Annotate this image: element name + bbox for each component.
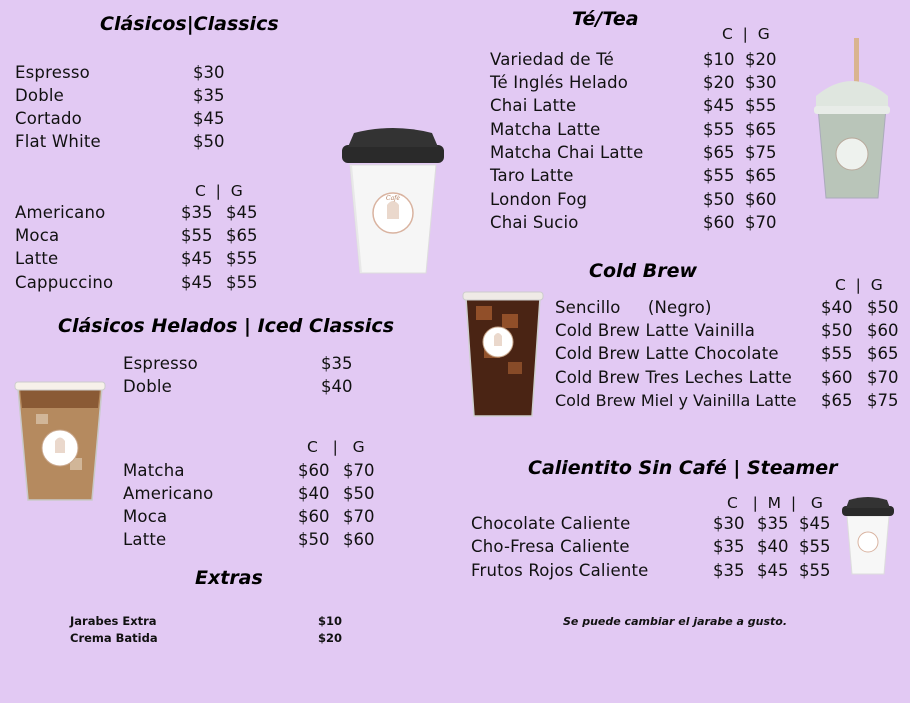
item-name: Cho-Fresa Caliente <box>471 537 630 556</box>
item-price: $40 <box>321 377 353 396</box>
item-name: Matcha Chai Latte <box>490 143 644 162</box>
item-price: $35 <box>193 86 225 105</box>
price-m: $45 <box>757 561 789 580</box>
size-header: C | G <box>307 438 365 456</box>
item-price: $30 <box>193 63 225 82</box>
item-name: Frutos Rojos Caliente <box>471 561 649 580</box>
price-g: $60 <box>745 190 777 209</box>
item-name: Cold Brew Latte Vainilla <box>555 321 756 340</box>
price-c: $30 <box>713 514 745 533</box>
iced-latte-image <box>12 378 108 506</box>
item-name: Moca <box>15 226 60 245</box>
item-name: Té Inglés Helado <box>490 73 629 92</box>
price-c: $35 <box>713 561 745 580</box>
price-g: $55 <box>226 273 258 292</box>
price-g: $55 <box>226 249 258 268</box>
price-m: $40 <box>757 537 789 556</box>
price-c: $35 <box>713 537 745 556</box>
item-name: Cold Brew Miel y Vainilla Latte <box>555 391 797 410</box>
price-g: $65 <box>745 120 777 139</box>
price-g: $75 <box>867 391 899 410</box>
item-name: Sencillo (Negro) <box>555 298 712 317</box>
price-g: $65 <box>745 166 777 185</box>
price-g: $75 <box>745 143 777 162</box>
price-c: $65 <box>703 143 735 162</box>
price-c: $55 <box>703 120 735 139</box>
price-c: $45 <box>181 273 213 292</box>
cold-brew-title: Cold Brew <box>589 260 698 282</box>
price-g: $50 <box>867 298 899 317</box>
item-name: Chai Latte <box>490 96 577 115</box>
item-name: Chai Sucio <box>490 213 579 232</box>
item-price: $35 <box>321 354 353 373</box>
price-c: $10 <box>703 50 735 69</box>
size-header: C | G <box>722 25 770 43</box>
hot-coffee-cup-image <box>338 125 448 280</box>
steamer-cup-image <box>840 496 896 578</box>
price-g: $50 <box>343 484 375 503</box>
tea-title: Té/Tea <box>572 8 639 30</box>
classics-title: Clásicos|Classics <box>100 13 279 35</box>
price-g: $70 <box>343 507 375 526</box>
item-name: Doble <box>15 86 65 105</box>
price-m: $35 <box>757 514 789 533</box>
price-g: $70 <box>867 368 899 387</box>
price-c: $45 <box>703 96 735 115</box>
item-name: Taro Latte <box>490 166 574 185</box>
cold-brew-cup-image <box>462 284 544 420</box>
size-header: C | M | G <box>727 494 823 512</box>
price-c: $50 <box>821 321 853 340</box>
price-g: $65 <box>226 226 258 245</box>
price-c: $50 <box>298 530 330 549</box>
size-header: C | G <box>835 276 883 294</box>
price-g: $65 <box>867 344 899 363</box>
price-g: $55 <box>799 561 831 580</box>
item-name: Cappuccino <box>15 273 114 292</box>
item-name: Matcha Latte <box>490 120 601 139</box>
item-name: Espresso <box>15 63 90 82</box>
item-name: Cortado <box>15 109 82 128</box>
price-g: $70 <box>745 213 777 232</box>
price-c: $20 <box>703 73 735 92</box>
price-c: $45 <box>181 249 213 268</box>
price-g: $20 <box>745 50 777 69</box>
price-c: $55 <box>703 166 735 185</box>
steamer-title: Calientito Sin Café | Steamer <box>528 457 838 479</box>
item-name: Crema Batida <box>70 631 158 645</box>
item-name: Cold Brew Tres Leches Latte <box>555 368 792 387</box>
item-name: Moca <box>123 507 168 526</box>
price-c: $60 <box>298 507 330 526</box>
price-c: $55 <box>181 226 213 245</box>
item-name: Espresso <box>123 354 198 373</box>
item-name: Matcha <box>123 461 185 480</box>
price-c: $50 <box>703 190 735 209</box>
price-c: $60 <box>298 461 330 480</box>
item-name: Variedad de Té <box>490 50 615 69</box>
item-name: Jarabes Extra <box>70 614 157 628</box>
item-name: Latte <box>123 530 167 549</box>
item-name: London Fog <box>490 190 588 209</box>
price-g: $30 <box>745 73 777 92</box>
price-c: $40 <box>298 484 330 503</box>
frappe-cup-image <box>808 36 896 206</box>
price-g: $55 <box>745 96 777 115</box>
svg-text:Café: Café <box>386 195 400 202</box>
price-c: $60 <box>821 368 853 387</box>
item-name: Latte <box>15 249 59 268</box>
price-g: $60 <box>343 530 375 549</box>
item-name: Cold Brew Latte Chocolate <box>555 344 779 363</box>
iced-classics-title: Clásicos Helados | Iced Classics <box>58 315 395 337</box>
item-name: Chocolate Caliente <box>471 514 631 533</box>
extras-title: Extras <box>195 567 263 589</box>
price-c: $60 <box>703 213 735 232</box>
item-name: Americano <box>15 203 106 222</box>
price-g: $55 <box>799 537 831 556</box>
price-c: $65 <box>821 391 853 410</box>
item-price: $50 <box>193 132 225 151</box>
price-c: $55 <box>821 344 853 363</box>
item-name: Flat White <box>15 132 101 151</box>
item-price: $20 <box>318 631 343 645</box>
price-g: $70 <box>343 461 375 480</box>
item-name: Americano <box>123 484 214 503</box>
price-g: $60 <box>867 321 899 340</box>
price-c: $35 <box>181 203 213 222</box>
size-header: C | G <box>195 182 243 200</box>
item-price: $10 <box>318 614 343 628</box>
syrup-note: Se puede cambiar el jarabe a gusto. <box>563 615 788 628</box>
item-price: $45 <box>193 109 225 128</box>
price-c: $40 <box>821 298 853 317</box>
price-g: $45 <box>226 203 258 222</box>
price-g: $45 <box>799 514 831 533</box>
item-name: Doble <box>123 377 173 396</box>
